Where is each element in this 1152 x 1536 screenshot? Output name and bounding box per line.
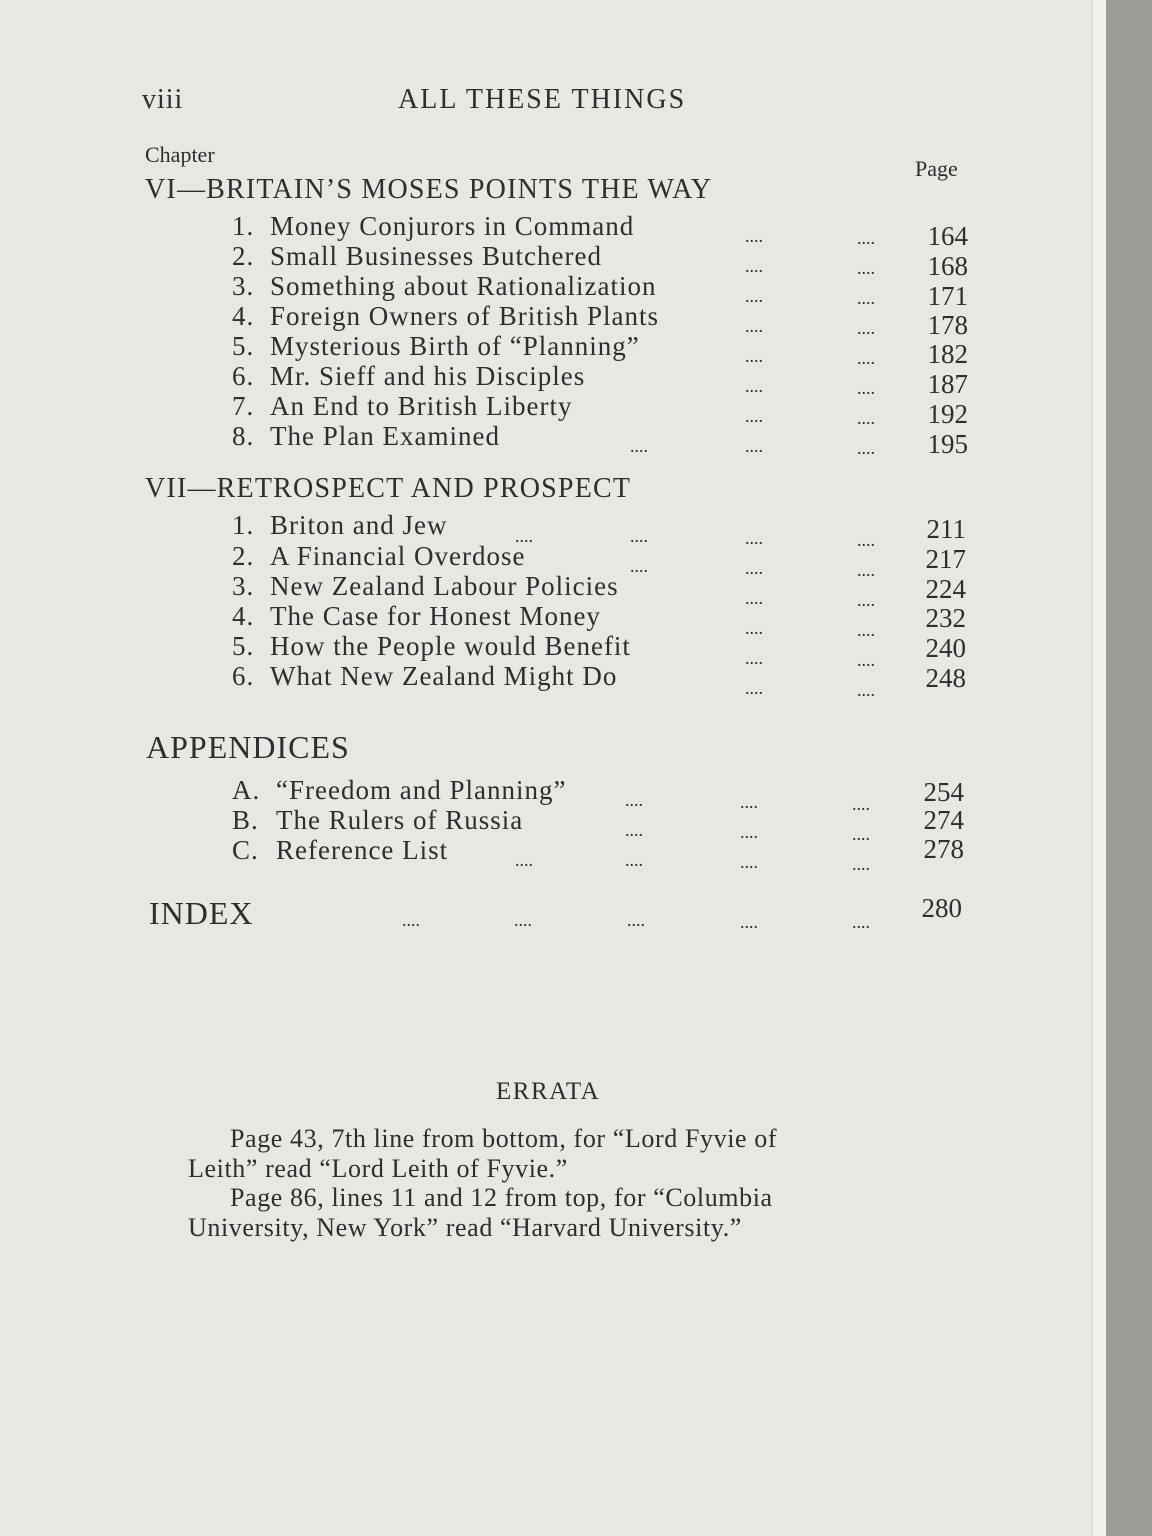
dot-leader: .... xyxy=(740,912,758,932)
dot-leader: .... xyxy=(745,406,763,426)
dot-leader: .... xyxy=(625,790,643,810)
errata-title: ERRATA xyxy=(496,1078,601,1105)
toc-entry xyxy=(232,271,656,302)
dot-leader: .... xyxy=(857,318,875,338)
dot-leader: .... xyxy=(857,590,875,610)
toc-entry xyxy=(232,421,500,452)
running-title: ALL THESE THINGS xyxy=(398,84,687,115)
entry-title: Money Conjurors in Command xyxy=(270,211,635,241)
entry-number: 3. xyxy=(232,271,255,301)
index-title: INDEX xyxy=(149,895,254,931)
entry-title: Small Businesses Butchered xyxy=(270,241,602,271)
errata-line: Page 43, 7th line from bottom, for “Lord Fyvie of xyxy=(230,1124,778,1153)
dot-leader: .... xyxy=(745,286,763,306)
dot-leader: .... xyxy=(857,408,875,428)
errata-line: Leith” read “Lord Leith of Fyvie.” xyxy=(188,1154,568,1183)
dot-leader: .... xyxy=(745,376,763,396)
entry-title: Something about Rationalization xyxy=(270,271,657,301)
toc-entry xyxy=(232,331,640,362)
dot-leader: .... xyxy=(625,820,643,840)
page-folio: viii xyxy=(142,84,184,115)
dot-leader: .... xyxy=(857,530,875,550)
entry-title: What New Zealand Might Do xyxy=(270,661,618,691)
dot-leader: .... xyxy=(857,348,875,368)
dot-leader: .... xyxy=(630,436,648,456)
background-edge xyxy=(1106,0,1152,1536)
toc-entry xyxy=(232,241,602,272)
entry-number: B. xyxy=(232,805,259,835)
dot-leader: .... xyxy=(740,852,758,872)
toc-entry xyxy=(232,301,659,332)
entry-title: The Case for Honest Money xyxy=(270,601,601,631)
dot-leader: .... xyxy=(740,792,758,812)
page-number: 278 xyxy=(923,834,964,864)
dot-leader: .... xyxy=(515,850,533,870)
dot-leader: .... xyxy=(515,526,533,546)
entry-title: Reference List xyxy=(276,835,449,865)
errata-line: University, New York” read “Harvard University.” xyxy=(188,1213,742,1242)
page-number: 224 xyxy=(925,574,966,604)
dot-leader: .... xyxy=(745,618,763,638)
entry-title: Mysterious Birth of “Planning” xyxy=(270,331,640,361)
entry-title: The Rulers of Russia xyxy=(276,805,524,835)
page-number: 168 xyxy=(927,251,968,281)
entry-number: 2. xyxy=(232,241,255,271)
page-number: 182 xyxy=(927,339,968,369)
entry-number: 5. xyxy=(232,331,255,361)
toc-entry xyxy=(232,601,601,632)
dot-leader: .... xyxy=(745,558,763,578)
errata-line: Page 86, lines 11 and 12 from top, for “Columbia xyxy=(230,1183,773,1212)
dot-leader: .... xyxy=(857,378,875,398)
dot-leader: .... xyxy=(852,824,870,844)
dot-leader: .... xyxy=(745,226,763,246)
appendices-title: APPENDICES xyxy=(146,729,350,765)
entry-number: 4. xyxy=(232,601,255,631)
entry-number: 2. xyxy=(232,541,255,571)
entry-number: 1. xyxy=(232,510,255,540)
entry-title: Mr. Sieff and his Disciples xyxy=(270,361,586,391)
chapter-column-label: Chapter xyxy=(145,142,215,167)
dot-leader: .... xyxy=(627,910,645,930)
dot-leader: .... xyxy=(745,648,763,668)
page-number: 178 xyxy=(927,310,968,340)
dot-leader: .... xyxy=(745,678,763,698)
dot-leader: .... xyxy=(745,316,763,336)
entry-number: 5. xyxy=(232,631,255,661)
dot-leader: .... xyxy=(740,822,758,842)
entry-number: 4. xyxy=(232,301,255,331)
page-number: 171 xyxy=(927,281,968,311)
entry-number: 7. xyxy=(232,391,255,421)
dot-leader: .... xyxy=(857,228,875,248)
page-number: 211 xyxy=(926,514,966,544)
dot-leader: .... xyxy=(625,850,643,870)
toc-entry xyxy=(232,541,525,572)
dot-leader: .... xyxy=(857,258,875,278)
toc-entry xyxy=(232,775,566,806)
entry-title: Foreign Owners of British Plants xyxy=(270,301,659,331)
page-number: 195 xyxy=(927,429,968,459)
dot-leader: .... xyxy=(857,438,875,458)
dot-leader: .... xyxy=(852,912,870,932)
toc-entry xyxy=(232,211,634,242)
toc-entry xyxy=(232,510,447,541)
dot-leader: .... xyxy=(745,528,763,548)
page-number: 254 xyxy=(923,777,964,807)
entry-title: A Financial Overdose xyxy=(270,541,526,571)
dot-leader: .... xyxy=(402,910,420,930)
page-column-label: Page xyxy=(915,156,958,181)
toc-entry xyxy=(232,661,617,692)
entry-number: 6. xyxy=(232,361,255,391)
entry-title: The Plan Examined xyxy=(270,421,500,451)
entry-title: An End to British Liberty xyxy=(270,391,573,421)
entry-number: C. xyxy=(232,835,259,865)
toc-entry xyxy=(232,631,631,662)
toc-entry xyxy=(232,391,572,422)
page-number: 164 xyxy=(927,221,968,251)
entry-title: “Freedom and Planning” xyxy=(276,775,567,805)
dot-leader: .... xyxy=(514,910,532,930)
dot-leader: .... xyxy=(745,256,763,276)
dot-leader: .... xyxy=(852,794,870,814)
chapter-7-title: VII—RETROSPECT AND PROSPECT xyxy=(145,473,632,504)
entry-number: A. xyxy=(232,775,261,805)
dot-leader: .... xyxy=(630,556,648,576)
entry-title: How the People would Benefit xyxy=(270,631,631,661)
toc-entry xyxy=(232,571,619,602)
dot-leader: .... xyxy=(857,620,875,640)
page-number: 248 xyxy=(925,663,966,693)
page-number: 187 xyxy=(927,369,968,399)
toc-entry xyxy=(232,835,448,866)
entry-title: New Zealand Labour Policies xyxy=(270,571,619,601)
chapter-6-title: VI—BRITAIN’S MOSES POINTS THE WAY xyxy=(145,174,713,205)
dot-leader: .... xyxy=(745,588,763,608)
toc-entry xyxy=(232,361,585,392)
dot-leader: .... xyxy=(857,560,875,580)
entry-number: 3. xyxy=(232,571,255,601)
page-number: 240 xyxy=(925,633,966,663)
page-edge xyxy=(1092,0,1107,1536)
page-number: 232 xyxy=(925,603,966,633)
dot-leader: .... xyxy=(630,526,648,546)
dot-leader: .... xyxy=(745,436,763,456)
page-number: 274 xyxy=(923,805,964,835)
page-number: 217 xyxy=(925,544,966,574)
dot-leader: .... xyxy=(857,288,875,308)
dot-leader: .... xyxy=(857,680,875,700)
dot-leader: .... xyxy=(857,650,875,670)
page-number: 192 xyxy=(927,399,968,429)
dot-leader: .... xyxy=(745,346,763,366)
entry-title: Briton and Jew xyxy=(270,510,448,540)
entry-number: 1. xyxy=(232,211,255,241)
toc-entry xyxy=(232,805,523,836)
page-number: 280 xyxy=(921,893,962,923)
dot-leader: .... xyxy=(852,854,870,874)
entry-number: 8. xyxy=(232,421,255,451)
entry-number: 6. xyxy=(232,661,255,691)
